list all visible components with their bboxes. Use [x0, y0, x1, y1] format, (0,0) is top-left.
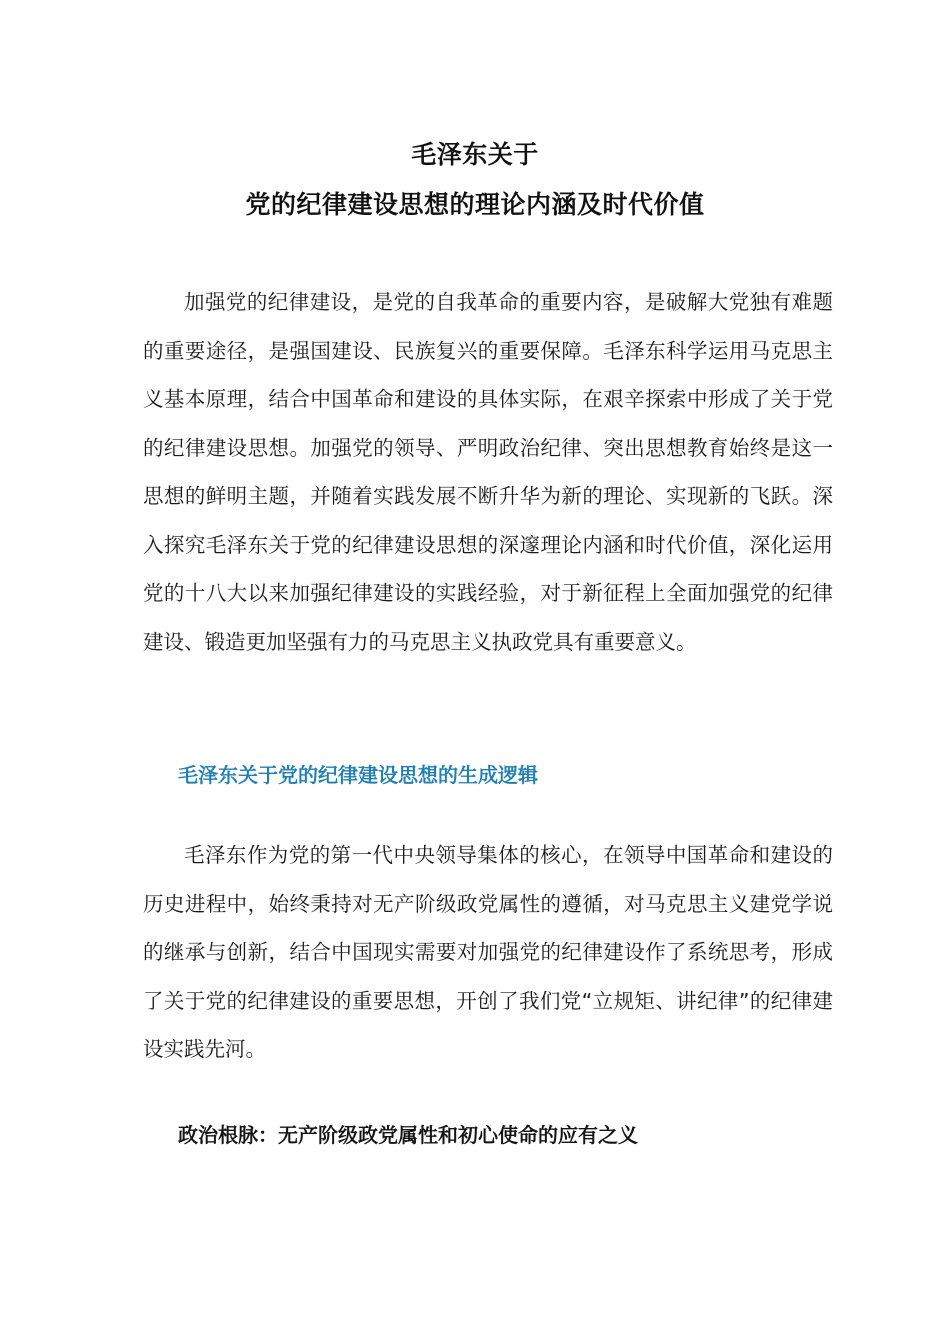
title-line-1: 毛泽东关于	[411, 140, 539, 169]
intro-paragraph: 加强党的纪律建设，是党的自我革命的重要内容，是破解大党独有难题的重要途径，是强国建设、民族复兴的重要保障。毛泽东科学运用马克思主义基本原理，结合中国革命和建设的具体实际，在艰辛探索中形成了关于党的纪律建设思想。加强党的领导、严明政治纪律、突出思想教育始终是这一思想的鲜明主题，并随着实践发展不断升华为新的理论、实现新的飞跃。深入探究毛泽东关于党的纪律建设思想的深邃理论内涵和时代价值，深化运用党的十八大以来加强纪律建设的实践经验，对于新征程上全面加强党的纪律建设、锻造更加坚强有力的马克思主义执政党具有重要意义。	[143, 290, 833, 654]
section-paragraph: 毛泽东作为党的第一代中央领导集体的核心，在领导中国革命和建设的历史进程中，始终秉持对无产阶级政党属性的遵循，对马克思主义建党学说的继承与创新，结合中国现实需要对加强党的纪律建设作了系统思考，形成了关于党的纪律建设的重要思想，开创了我们党“立规矩、讲纪律”的纪律建设实践先河。	[143, 843, 833, 1061]
subsection-heading-political-roots: 政治根脉：无产阶级政党属性和初心使命的应有之义	[178, 1123, 638, 1147]
title-line-2: 党的纪律建设思想的理论内涵及时代价值	[245, 190, 705, 219]
section-heading-generation-logic: 毛泽东关于党的纪律建设思想的生成逻辑	[178, 763, 538, 787]
document-title	[0, 130, 950, 230]
